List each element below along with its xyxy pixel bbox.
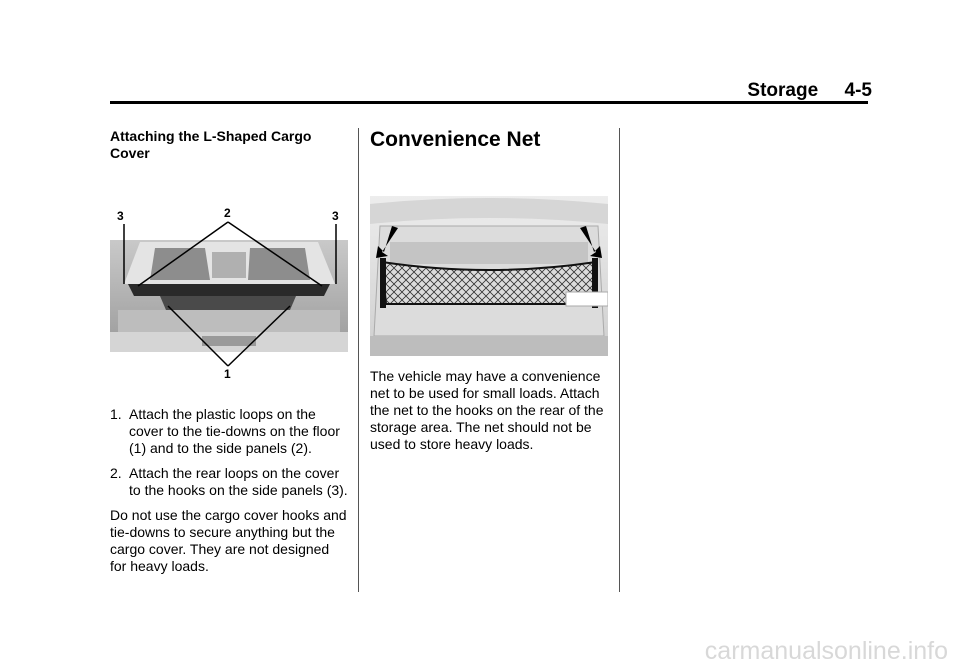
column-divider-right: [619, 128, 620, 592]
step-number: 1.: [110, 406, 122, 422]
callout-2: 2: [224, 206, 231, 220]
list-item: [110, 406, 348, 457]
convenience-net-illustration: [370, 196, 608, 356]
section-subheading: Attaching the L-Shaped Cargo Cover: [110, 128, 312, 161]
callout-3-left: 3: [117, 209, 124, 223]
instruction-list: [110, 406, 348, 499]
right-column: [370, 128, 610, 453]
convenience-net-paragraph: The vehicle may have a convenience net to be used for small loads. Attach the net to the hooks on the rear of the storage area. The net should not be used to store heavy loads.: [370, 368, 604, 452]
watermark: carmanualsonline.info: [704, 637, 948, 665]
step-number: 2.: [110, 465, 122, 481]
callout-1: 1: [224, 367, 231, 381]
section-title: Convenience Net: [370, 128, 541, 151]
cargo-cover-warning-paragraph: Do not use the cargo cover hooks and tie-downs to secure anything but the cargo cover. They are not designed for heavy loads.: [110, 507, 347, 574]
cargo-cover-figure: [110, 206, 348, 402]
callout-3-right: 3: [332, 209, 339, 223]
step-text: Attach the rear loops on the cover to the hooks on the side panels (3).: [129, 465, 348, 498]
step-text: Attach the plastic loops on the cover to the tie-downs on the floor (1) and to the side panels (2).: [129, 406, 340, 456]
list-item: [110, 465, 348, 499]
column-divider-left: [358, 128, 359, 592]
header-rule: [110, 101, 868, 104]
left-column: [110, 128, 348, 575]
page-header-title: Storage 4-5: [747, 80, 872, 101]
